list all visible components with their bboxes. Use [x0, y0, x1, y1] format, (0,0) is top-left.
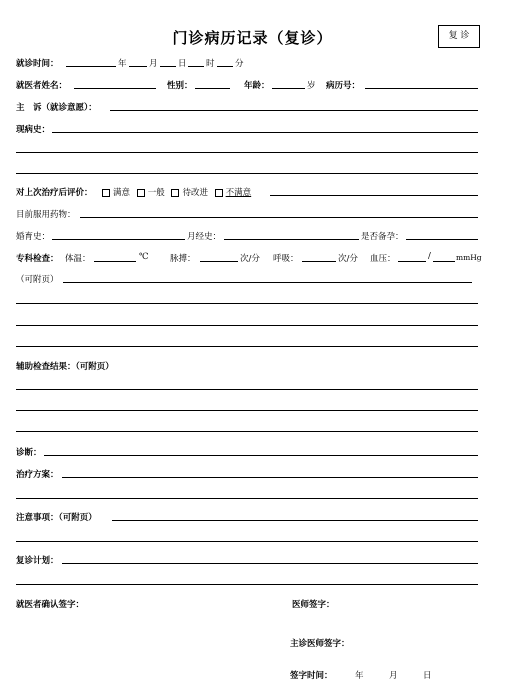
visit-day-field[interactable]: [160, 66, 176, 67]
aux-exam-line-2[interactable]: [16, 410, 478, 411]
bp-systolic-field[interactable]: [398, 261, 426, 262]
aux-exam-label: 辅助检查结果：（可附页）: [16, 362, 114, 372]
visit-day-unit: 日: [178, 59, 187, 69]
unsatisfied-checkbox[interactable]: [215, 189, 223, 197]
exam-note: （可附页）: [16, 275, 59, 285]
signature-month-unit: 月: [389, 671, 398, 681]
notes-field[interactable]: [112, 520, 478, 521]
doctor-signature-label: 医师签字：: [292, 600, 335, 610]
pulse-unit: 次/分: [240, 254, 260, 264]
temp-field[interactable]: [94, 261, 136, 262]
chief-doctor-signature-label: 主诊医师签字：: [290, 639, 350, 649]
temp-label: 体温：: [65, 254, 91, 264]
pregnancy-plan-field[interactable]: [406, 239, 478, 240]
medications-label: 目前服用药物：: [16, 210, 76, 220]
option-unsatisfied: 不满意: [225, 188, 252, 198]
diagnosis-label: 诊断：: [16, 448, 42, 458]
chief-complaint-field[interactable]: [110, 110, 478, 111]
resp-unit: 次/分: [338, 254, 358, 264]
marital-history-label: 婚育史：: [16, 232, 51, 242]
evaluation-field[interactable]: [270, 195, 478, 196]
menstrual-history-field[interactable]: [224, 239, 359, 240]
treatment-label: 治疗方案：: [16, 470, 59, 480]
visit-year-unit: 年: [118, 59, 127, 69]
option-average: 一般: [147, 188, 165, 198]
bp-diastolic-field[interactable]: [433, 261, 455, 262]
visit-month-unit: 月: [149, 59, 158, 69]
visit-hour-unit: 时: [206, 59, 215, 69]
patient-signature-label: 就医者确认签字：: [16, 600, 85, 610]
exam-field[interactable]: [63, 282, 472, 283]
option-satisfied: 满意: [113, 188, 131, 198]
visit-hour-field[interactable]: [188, 66, 204, 67]
resp-field[interactable]: [302, 261, 336, 262]
record-no-field[interactable]: [365, 88, 478, 89]
satisfied-checkbox[interactable]: [102, 189, 110, 197]
record-no-label: 病历号：: [326, 81, 361, 91]
medications-field[interactable]: [80, 217, 478, 218]
signature-day-unit: 日: [423, 671, 432, 681]
gender-label: 性别：: [167, 81, 193, 91]
notes-line-2[interactable]: [16, 541, 478, 542]
diagnosis-field[interactable]: [44, 455, 478, 456]
present-illness-label: 现病史：: [16, 125, 51, 135]
followup-plan-field[interactable]: [62, 563, 478, 564]
chief-complaint-label: 主 诉（就诊意愿）：: [16, 103, 97, 113]
patient-name-field[interactable]: [74, 88, 156, 89]
bp-separator: /: [428, 251, 431, 261]
page-title: 门诊病历记录（复诊）: [172, 29, 333, 47]
menstrual-history-label: 月经史：: [187, 232, 222, 242]
present-illness-line-3[interactable]: [16, 173, 478, 174]
exam-label: 专科检查：: [16, 254, 59, 264]
visit-year-field[interactable]: [66, 66, 116, 67]
pulse-field[interactable]: [200, 261, 238, 262]
exam-line-3[interactable]: [16, 325, 478, 326]
option-improve: 待改进: [182, 188, 208, 198]
age-field[interactable]: [272, 88, 305, 89]
evaluation-options: [98, 186, 251, 198]
followup-badge: 复 诊: [438, 25, 480, 48]
visit-time-label: 就诊时间：: [16, 59, 59, 69]
present-illness-line-2[interactable]: [16, 152, 478, 153]
aux-exam-line-3[interactable]: [16, 431, 478, 432]
resp-label: 呼吸：: [273, 254, 299, 264]
followup-plan-label: 复诊计划：: [16, 556, 59, 566]
bp-label: 血压：: [370, 254, 396, 264]
exam-line-4[interactable]: [16, 346, 478, 347]
patient-name-label: 就医者姓名：: [16, 81, 68, 91]
temp-unit: ℃: [139, 252, 149, 262]
treatment-line-2[interactable]: [16, 498, 478, 499]
treatment-field[interactable]: [62, 477, 478, 478]
followup-plan-line-2[interactable]: [16, 584, 478, 585]
average-checkbox[interactable]: [137, 189, 145, 197]
bp-unit: mmHg: [456, 253, 482, 262]
present-illness-field[interactable]: [52, 132, 478, 133]
visit-minute-field[interactable]: [217, 66, 233, 67]
evaluation-label: 对上次治疗后评价：: [16, 188, 93, 198]
signature-time-label: 签字时间：: [290, 671, 333, 681]
pulse-label: 脉搏：: [170, 254, 196, 264]
visit-month-field[interactable]: [129, 66, 147, 67]
pregnancy-plan-label: 是否备孕：: [361, 232, 404, 242]
notes-label: 注意事项：（可附页）: [16, 513, 97, 523]
age-label: 年龄：: [244, 81, 270, 91]
marital-history-field[interactable]: [52, 239, 185, 240]
gender-field[interactable]: [195, 88, 230, 89]
aux-exam-line-1[interactable]: [16, 389, 478, 390]
visit-minute-unit: 分: [235, 59, 244, 69]
signature-year-unit: 年: [355, 671, 364, 681]
age-unit: 岁: [307, 81, 316, 91]
exam-line-2[interactable]: [16, 303, 478, 304]
improve-checkbox[interactable]: [171, 189, 179, 197]
